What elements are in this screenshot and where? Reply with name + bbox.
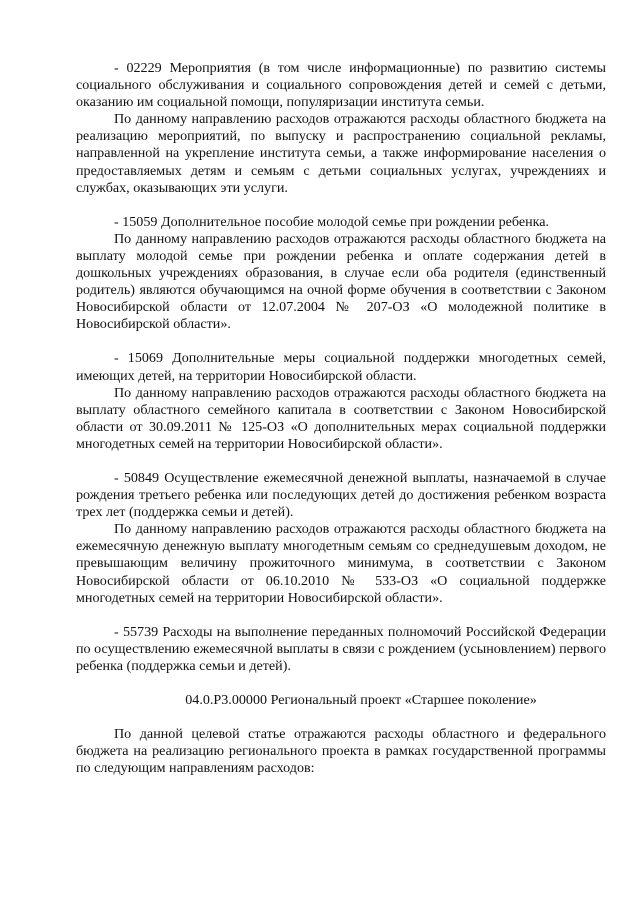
expense-description: По данному направлению расходов отражаются расходы областного бюджета на выплату молодой семье при рождении ребенка и оплате содержания детей в дошкольных учреждениях образования, в случае если оба родителя (единственный родитель) являются обучающимся на очной форме обучения в соответствии с Законом Новосибирской области от 12.07.2004 № 207-ОЗ «О молодежной политике в Новосибирской области».	[76, 230, 606, 333]
closing-paragraph: По данной целевой статье отражаются расходы областного и федерального бюджета на реализацию регионального проекта в рамках государственной программы по следующим направлениям расходов:	[76, 726, 606, 777]
expense-description: По данному направлению расходов отражаются расходы областного бюджета на реализацию мероприятий, по выпуску и распространению социальной рекламы, направленной на укрепление института семьи, а также информирование населения о предоставляемых детям и семьям с детьми социальных услугах, учреждениях и службах, оказывающих эти услуги.	[76, 111, 606, 196]
expense-code-line: - 55739 Расходы на выполнение переданных полномочий Российской Федерации по осуществлению ежемесячной выплаты в связи с рождением (усыновлением) первого ребенка (поддержка семьи и детей).	[76, 623, 606, 674]
expense-description: По данному направлению расходов отражаются расходы областного бюджета на выплату областного семейного капитала в соответствии с Законом Новосибирской области от 30.09.2011 № 125-ОЗ «О дополнительных мерах социальной поддержки многодетных семей на территории Новосибирской области».	[76, 384, 606, 452]
expense-description: По данному направлению расходов отражаются расходы областного бюджета на ежемесячную денежную выплату многодетным семьям со среднедушевым доходом, не превышающим величину прожиточного минимума, в соответствии с Законом Новосибирской области от 06.10.2010 № 533-ОЗ «О социальной поддержке многодетных семей на территории Новосибирской области».	[76, 521, 606, 606]
expense-item-55739	[76, 624, 606, 675]
expense-item-15059	[76, 214, 606, 334]
expense-item-15069	[76, 350, 606, 453]
expense-item-50849	[76, 470, 606, 607]
expense-code-line: - 02229 Мероприятия (в том числе информационные) по развитию системы социального обслуживания и социального сопровождения детей и семей с детьми, оказанию им социальной помощи, популяризации института семьи.	[76, 60, 606, 111]
section-heading: 04.0.Р3.00000 Региональный проект «Старшее поколение»	[185, 692, 537, 708]
expense-code-line: - 15069 Дополнительные меры социальной поддержки многодетных семей, имеющих детей, на территории Новосибирской области.	[76, 350, 606, 384]
expense-code-line: - 15059 Дополнительное пособие молодой семье при рождении ребенка.	[114, 213, 550, 230]
expense-code-line: - 50849 Осуществление ежемесячной денежной выплаты, назначаемой в случае рождения третьего ребенка или последующих детей до достижения ребенком возраста трех лет (поддержка семьи и детей).	[76, 469, 606, 521]
expense-item-02229	[76, 60, 606, 197]
closing-block	[76, 726, 606, 777]
